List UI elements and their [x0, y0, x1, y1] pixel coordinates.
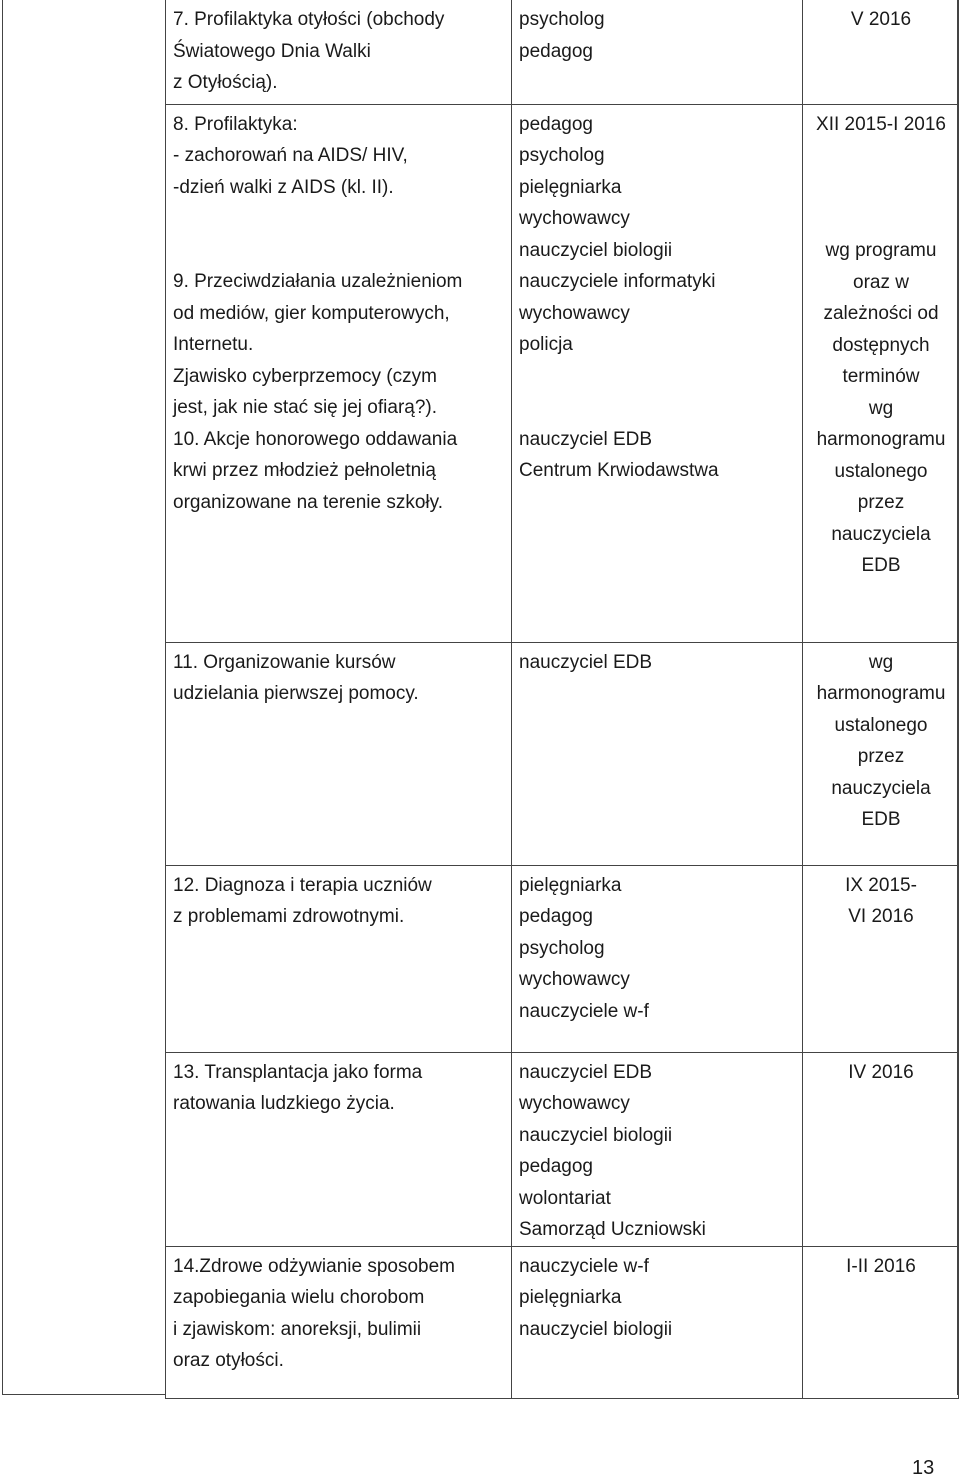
table-row: [166, 642, 959, 865]
responsible-line: pielęgniarka: [519, 874, 622, 896]
responsible-line: wychowawcy: [519, 969, 630, 990]
responsible-line: nauczyciele informatyki: [519, 271, 716, 292]
deadline-cell: [803, 0, 959, 104]
task-line: jest, jak nie stać się jej ofiarą?).: [173, 397, 438, 418]
responsible-cell: [512, 1246, 803, 1398]
task-line: z problemami zdrowotnymi.: [173, 906, 405, 927]
responsible-line: wychowawcy: [519, 1093, 630, 1114]
deadline-line: przez: [857, 492, 905, 513]
deadline-line: wg: [868, 397, 894, 419]
task-line: 8. Profilaktyka:: [173, 113, 298, 135]
responsible-line: psycholog: [519, 9, 605, 30]
deadline-line: oraz w: [853, 271, 909, 293]
deadline-line: ustalonego: [834, 714, 928, 736]
deadline-cell: [803, 865, 959, 1052]
table-row: [166, 1246, 959, 1398]
deadline-line: IX 2015-: [845, 874, 917, 896]
task-line: 7. Profilaktyka otyłości (obchody: [173, 9, 445, 30]
deadline-line: EDB: [861, 555, 901, 576]
health-program-table: [165, 0, 959, 1399]
table-row: [166, 104, 959, 642]
deadline-line: dostępnych: [832, 334, 930, 356]
task-cell: [166, 0, 512, 104]
responsible-line: nauczyciel biologii: [519, 239, 673, 261]
deadline-line: VI 2016: [848, 906, 914, 927]
deadline-cell: [803, 642, 959, 865]
responsible-cell: [512, 1052, 803, 1246]
deadline-cell: [803, 104, 959, 642]
deadline-line: nauczyciela: [831, 777, 931, 799]
task-line: Światowego Dnia Walki: [173, 40, 371, 62]
page-number: 13: [912, 1457, 935, 1479]
deadline-line: EDB: [861, 809, 901, 830]
deadline-line: zależności od: [823, 303, 939, 324]
responsible-line: nauczyciele w-f: [519, 1255, 649, 1277]
task-line: od mediów, gier komputerowych,: [173, 302, 450, 324]
task-cell: [166, 1052, 512, 1246]
responsible-line: psycholog: [519, 937, 605, 959]
task-cell: [166, 865, 512, 1052]
task-line: i zjawiskom: anoreksji, bulimii: [173, 1318, 422, 1340]
deadline-line: przez: [857, 746, 905, 767]
deadline-line: terminów: [842, 366, 920, 387]
task-line: 14.Zdrowe odżywianie sposobem: [173, 1255, 455, 1277]
deadline-line: harmonogramu: [816, 429, 946, 450]
task-line: udzielania pierwszej pomocy.: [173, 683, 419, 704]
responsible-line: pielęgniarka: [519, 1287, 622, 1308]
deadline-line: V 2016: [850, 9, 912, 30]
task-line: krwi przez młodzież pełnoletnią: [173, 460, 436, 481]
responsible-cell: [512, 0, 803, 104]
deadline-line: wg: [868, 651, 894, 673]
task-line: -dzień walki z AIDS (kl. II).: [173, 176, 394, 198]
deadline-line: ustalonego: [834, 460, 928, 482]
task-line: 10. Akcje honorowego oddawania: [173, 428, 458, 450]
responsible-line: nauczyciel EDB: [519, 651, 653, 673]
task-line: 11. Organizowanie kursów: [173, 651, 396, 673]
task-line: organizowane na terenie szkoły.: [173, 491, 444, 513]
responsible-line: Samorząd Uczniowski: [519, 1219, 706, 1240]
deadline-line: XII 2015-I 2016: [816, 113, 946, 135]
responsible-line: wychowawcy: [519, 208, 630, 229]
table-row: [166, 0, 959, 104]
responsible-line: psycholog: [519, 145, 605, 166]
responsible-line: wychowawcy: [519, 302, 630, 324]
deadline-line: IV 2016: [848, 1061, 914, 1083]
responsible-line: nauczyciel biologii: [519, 1124, 673, 1146]
table-outer-frame: [2, 0, 165, 1395]
task-cell: [166, 642, 512, 865]
table-row: [166, 1052, 959, 1246]
deadline-line: wg programu: [825, 240, 937, 261]
task-cell: [166, 104, 512, 642]
responsible-cell: [512, 104, 803, 642]
task-cell: [166, 1246, 512, 1398]
deadline-line: nauczyciela: [831, 523, 931, 545]
deadline-cell: [803, 1052, 959, 1246]
task-line: z Otyłością).: [173, 72, 278, 93]
task-line: ratowania ludzkiego życia.: [173, 1093, 395, 1114]
task-line: Internetu.: [173, 334, 254, 355]
responsible-line: nauczyciele w-f: [519, 1000, 649, 1022]
task-line: oraz otyłości.: [173, 1350, 284, 1371]
responsible-line: wolontariat: [519, 1187, 611, 1209]
responsible-line: pielęgniarka: [519, 176, 622, 198]
responsible-line: pedagog: [519, 40, 593, 62]
responsible-line: policja: [519, 334, 573, 355]
task-line: 12. Diagnoza i terapia uczniów: [173, 874, 432, 896]
deadline-line: harmonogramu: [816, 683, 946, 704]
responsible-line: pedagog: [519, 906, 593, 927]
deadline-cell: [803, 1246, 959, 1398]
responsible-line: nauczyciel EDB: [519, 1061, 653, 1083]
responsible-line: nauczyciel EDB: [519, 428, 653, 450]
task-line: - zachorowań na AIDS/ HIV,: [173, 145, 408, 166]
task-line: 13. Transplantacja jako forma: [173, 1061, 423, 1083]
task-line: zapobiegania wielu chorobom: [173, 1287, 425, 1308]
responsible-line: nauczyciel biologii: [519, 1318, 673, 1340]
responsible-cell: [512, 642, 803, 865]
task-line: Zjawisko cyberprzemocy (czym: [173, 365, 437, 387]
responsible-line: pedagog: [519, 1156, 593, 1177]
table-row: [166, 865, 959, 1052]
deadline-line: I-II 2016: [846, 1255, 916, 1277]
responsible-line: pedagog: [519, 113, 593, 135]
task-line: 9. Przeciwdziałania uzależnieniom: [173, 271, 463, 292]
responsible-line: Centrum Krwiodawstwa: [519, 460, 719, 481]
responsible-cell: [512, 865, 803, 1052]
